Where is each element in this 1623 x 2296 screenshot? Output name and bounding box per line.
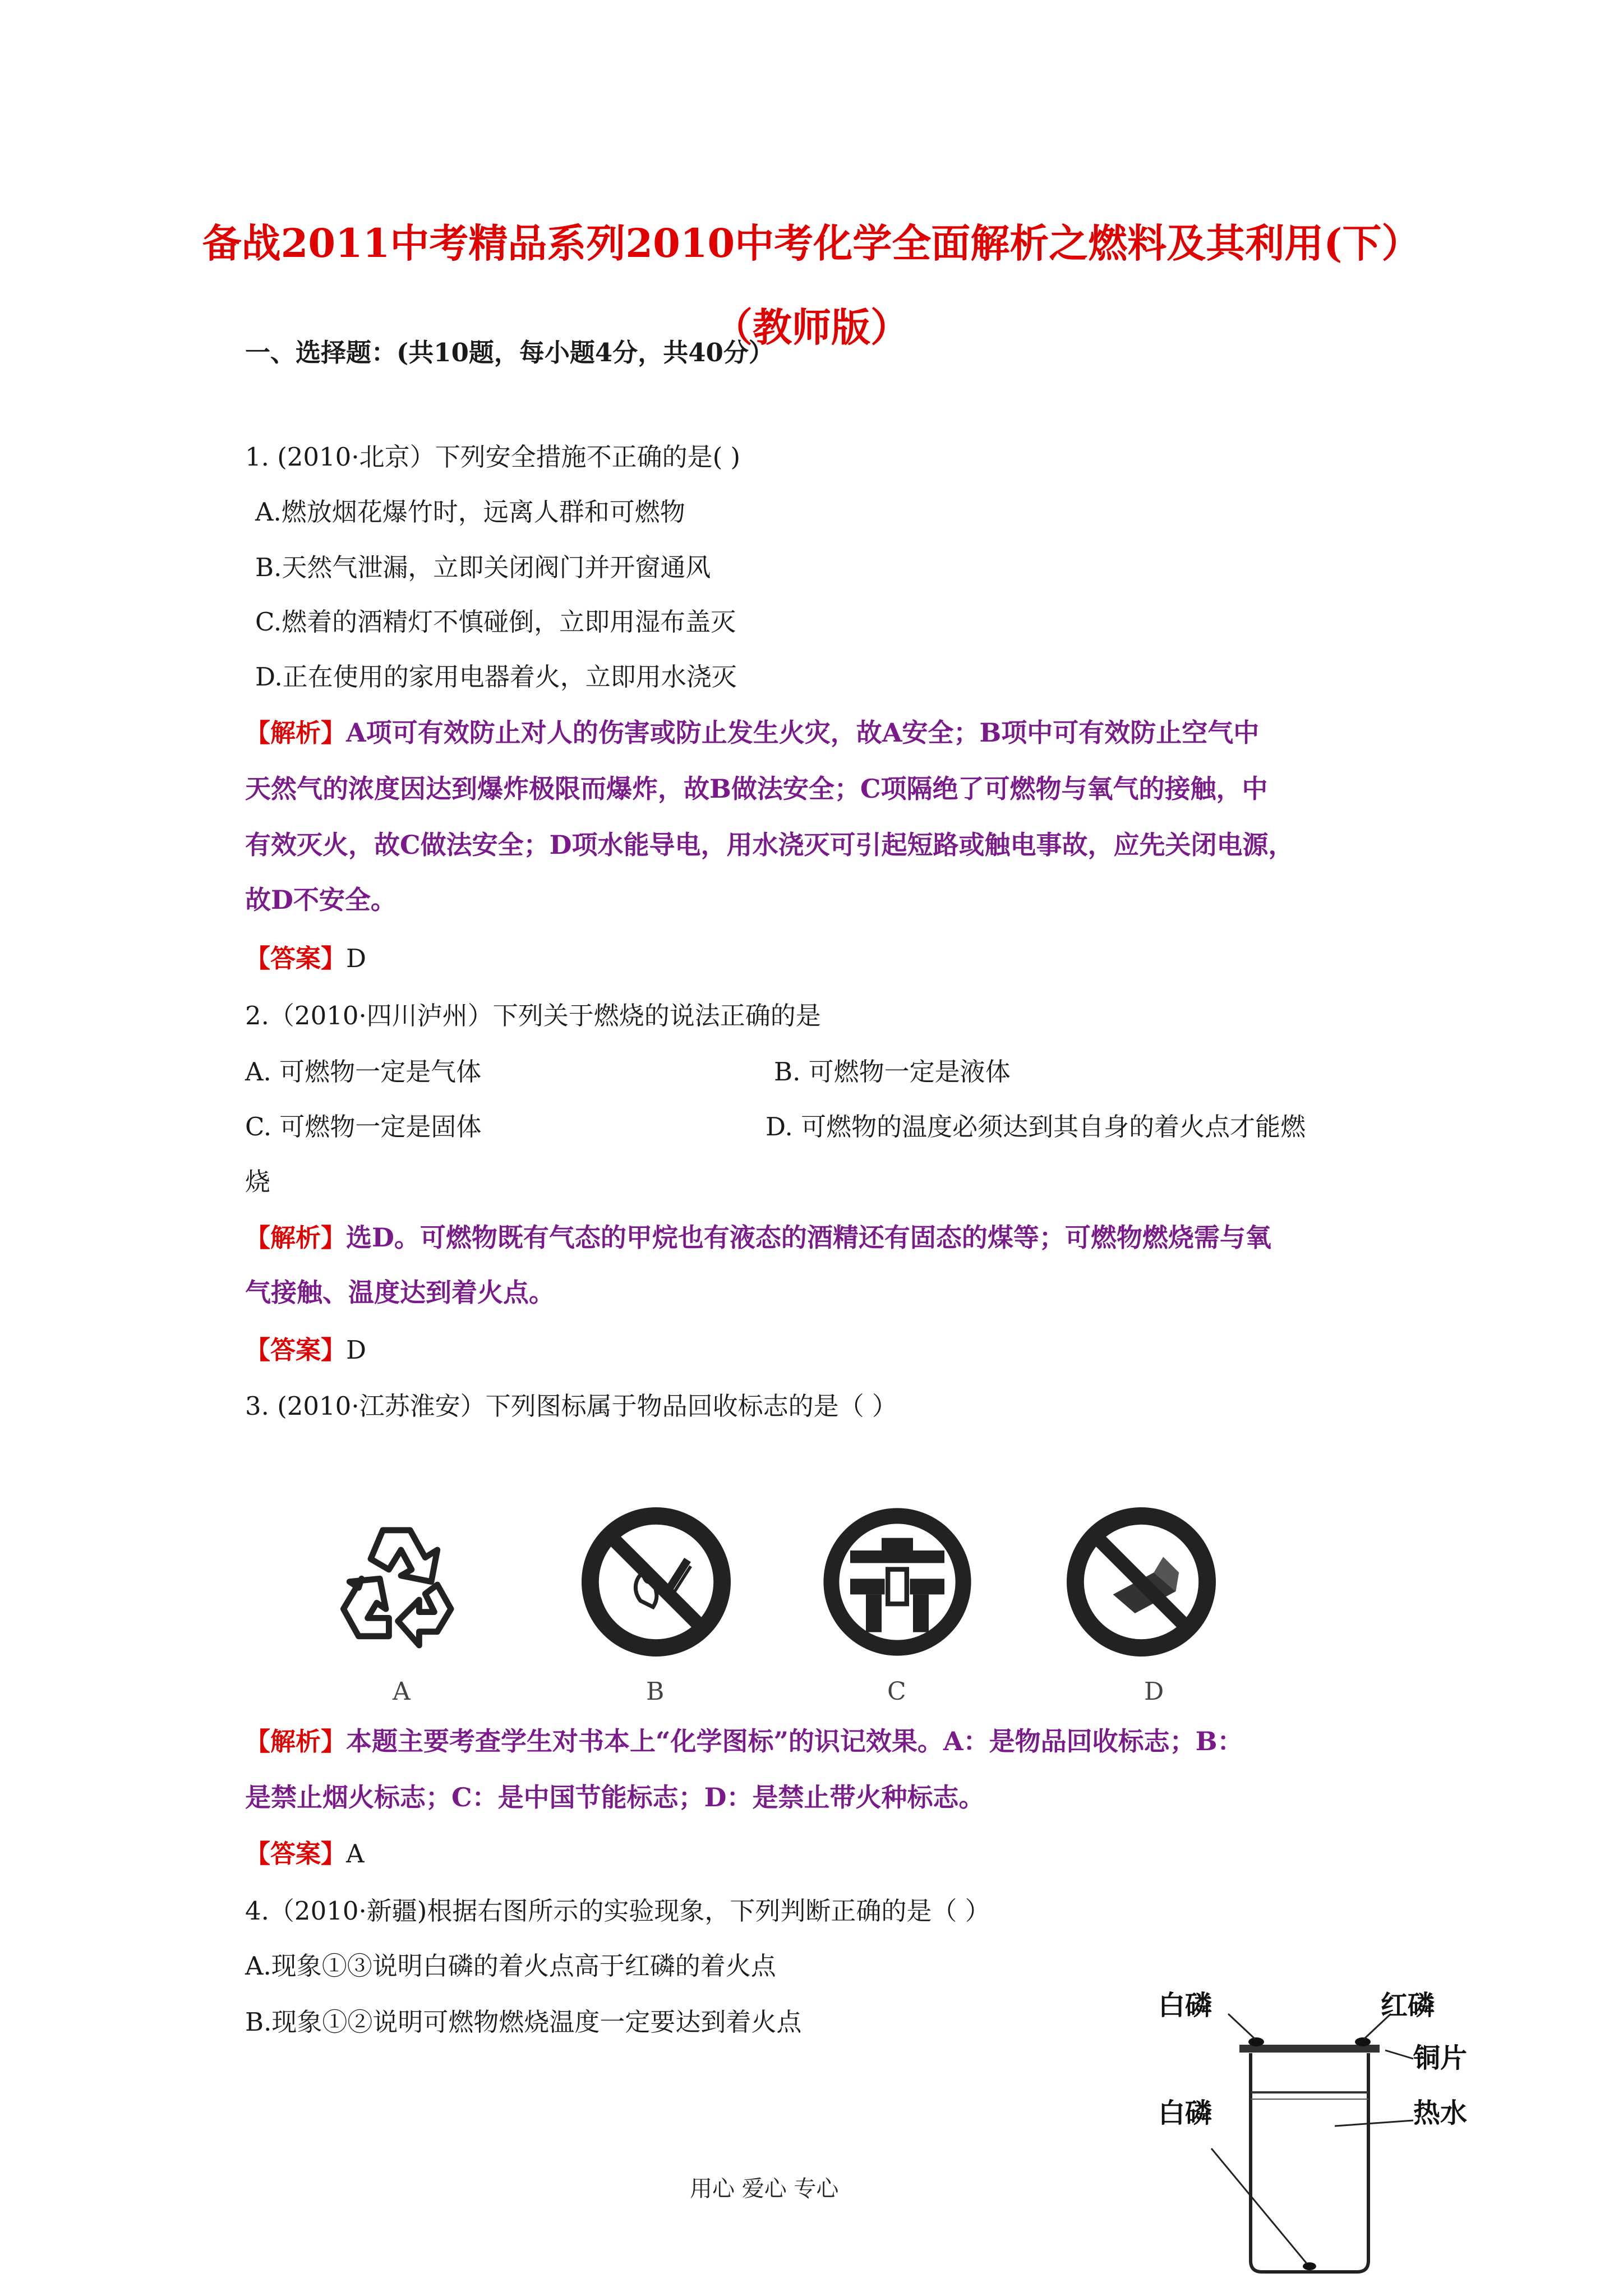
diagram-label-copper-plate: 铜片: [1413, 2042, 1468, 2074]
q3-analysis-text-1: 本题主要考查学生对书本上“化学图标”的识记效果。A：是物品回收标志；B：: [346, 1726, 1243, 1756]
energy-saving-icon: [819, 1503, 976, 1660]
q1-stem: 1. (2010·北京）下列安全措施不正确的是( ): [245, 442, 741, 472]
q2-option-b: B. 可燃物一定是液体: [774, 1057, 1011, 1087]
q3-answer-value: A: [346, 1839, 365, 1869]
q1-analysis-line3: 有效灭火，故C做法安全；D项水能导电，用水浇灭可引起短路或触电事故，应先关闭电源，: [245, 830, 1294, 860]
no-matches-icon: [1063, 1503, 1220, 1660]
q4-option-b: B.现象①②说明可燃物燃烧温度一定要达到着火点: [245, 2007, 802, 2037]
q2-answer: [245, 1329, 366, 1366]
q4-stem: 4.（2010·新疆)根据右图所示的实验现象，下列判断正确的是（ ）: [245, 1896, 990, 1926]
q2-option-c: C. 可燃物一定是固体: [245, 1112, 482, 1142]
q2-stem: 2.（2010·四川泸州）下列关于燃烧的说法正确的是: [245, 1001, 821, 1030]
icon-label-d: D: [1144, 1677, 1164, 1706]
document-title-line1: 备战2011中考精品系列2010中考化学全面解析之燃料及其利用(下）: [202, 220, 1421, 266]
diagram-label-red-phosphorus: 红磷: [1381, 1990, 1435, 2021]
icon-label-b: B: [646, 1677, 665, 1706]
diagram-label-white-phosphorus-top: 白磷: [1158, 1990, 1212, 2021]
q1-analysis-line4: 故D不安全。: [245, 885, 396, 915]
q3-analysis-line1: [245, 1721, 1243, 1758]
q1-analysis-line2: 天然气的浓度因达到爆炸极限而爆炸，故B做法安全；C项隔绝了可燃物与氧气的接触，中: [245, 774, 1268, 804]
q1-option-a: A.燃放烟花爆竹时，远离人群和可燃物: [255, 497, 685, 527]
q2-analysis-text-1: 选D。可燃物既有气态的甲烷也有液态的酒精还有固态的煤等；可燃物燃烧需与氧: [346, 1222, 1271, 1253]
no-fire-icon: [578, 1503, 735, 1660]
q2-analysis-tag: 【解析】: [245, 1223, 347, 1253]
q3-analysis-tag: 【解析】: [245, 1727, 347, 1756]
diagram-label-white-phosphorus-bottom: 白磷: [1158, 2097, 1212, 2129]
recycle-icon: [325, 1509, 477, 1660]
q1-answer-tag: 【答案】: [245, 944, 347, 973]
q1-answer: [245, 938, 366, 974]
diagram-label-hot-water: 热水: [1413, 2097, 1468, 2129]
q4-option-a: A.现象①③说明白磷的着火点高于红磷的着火点: [245, 1951, 776, 1981]
q3-answer-tag: 【答案】: [245, 1839, 347, 1869]
q2-option-d: D. 可燃物的温度必须达到其自身的着火点才能燃: [766, 1112, 1306, 1142]
q3-analysis-line2: 是禁止烟火标志；C：是中国节能标志；D：是禁止带火种标志。: [245, 1782, 985, 1812]
section-header: 一、选择题：(共10题，每小题4分，共40分）: [245, 338, 774, 367]
q2-option-d-cont: 烧: [245, 1167, 271, 1197]
q2-answer-tag: 【答案】: [245, 1335, 347, 1365]
icon-label-a: A: [393, 1677, 411, 1706]
q1-option-d: D.正在使用的家用电器着火，立即用水浇灭: [255, 662, 737, 692]
q2-answer-value: D: [346, 1335, 367, 1365]
q1-analysis-text-1: A项可有效防止对人的伤害或防止发生火灾，故A安全；B项中可有效防止空气中: [346, 717, 1260, 748]
q1-option-b: B.天然气泄漏，立即关闭阀门并开窗通风: [255, 553, 711, 582]
q2-analysis-line2: 气接触、温度达到着火点。: [245, 1277, 555, 1308]
q1-analysis-line1: [245, 712, 1259, 749]
q3-answer: [245, 1833, 365, 1870]
page-footer: 用心 爱心 专心: [690, 2176, 839, 2202]
q3-stem: 3. (2010·江苏淮安）下列图标属于物品回收标志的是（ ）: [245, 1391, 897, 1421]
q1-option-c: C.燃着的酒精灯不慎碰倒，立即用湿布盖灭: [255, 607, 736, 637]
q1-answer-value: D: [346, 944, 367, 973]
document-title-line2: （教师版）: [713, 304, 910, 351]
q1-analysis-tag: 【解析】: [245, 718, 347, 748]
icon-label-c: C: [887, 1677, 906, 1706]
q2-option-a: A. 可燃物一定是气体: [245, 1057, 482, 1087]
beaker-diagram: [1166, 1980, 1481, 2294]
q2-analysis-line1: [245, 1217, 1271, 1254]
